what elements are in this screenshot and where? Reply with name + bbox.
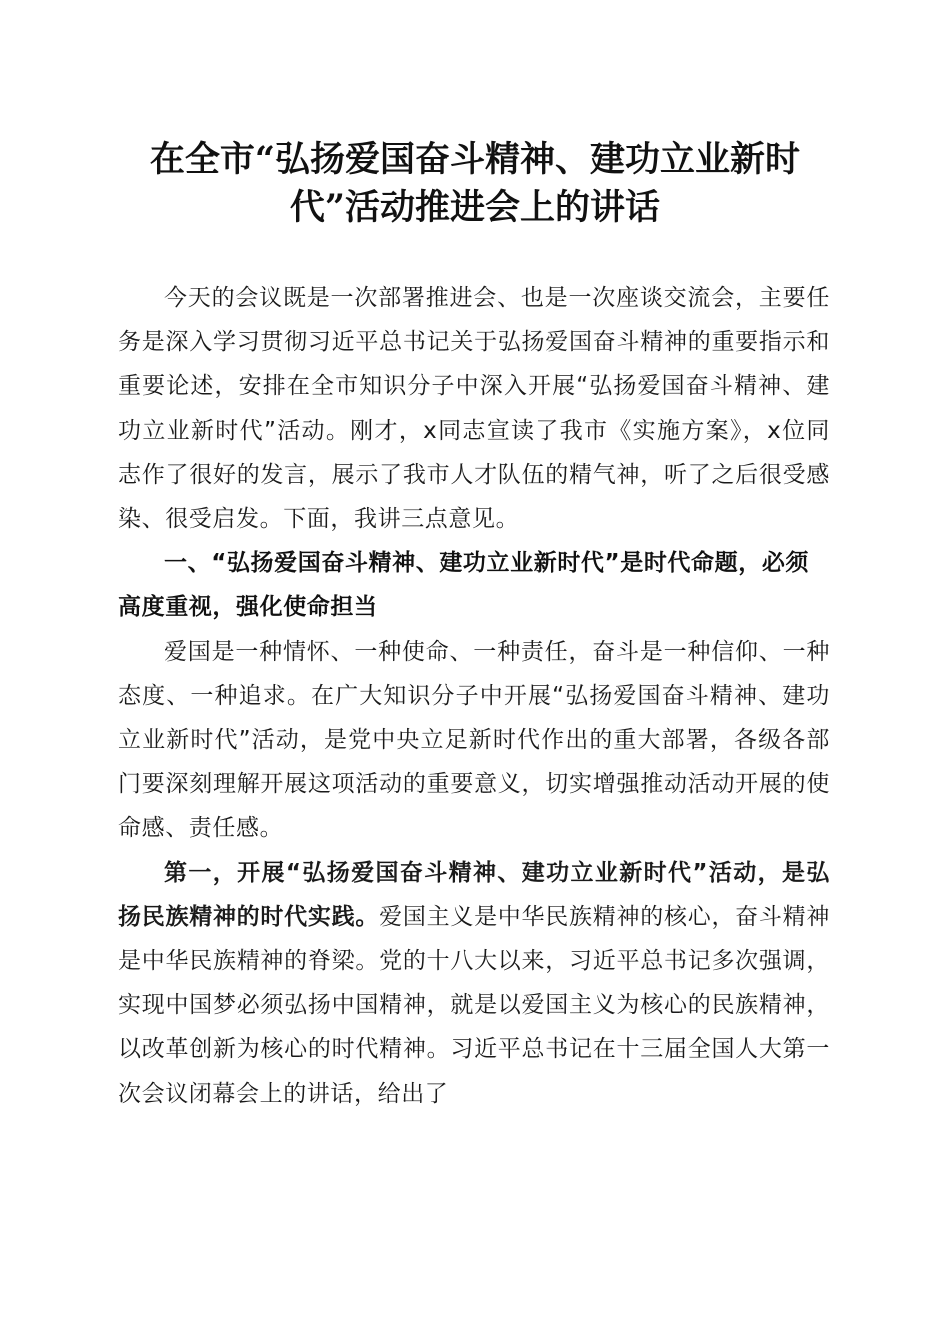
section-heading-1: 一、“弘扬爱国奋斗精神、建功立业新时代”是时代命题，必须高度重视，强化使命担当 bbox=[118, 550, 810, 621]
first-point-text: 爱国主义是中华民族精神的核心，奋斗精神是中华民族精神的脊梁。党的十八大以来，习近平总书记多次强调，实现中国梦必须弘扬中国精神，就是以爱国主义为核心的民族精神，以改革创新为核心的时代精神。习近平总书记在十三届全国人大第一次会议闭幕会上的讲话，给出了 bbox=[118, 903, 830, 1107]
document-body bbox=[118, 276, 830, 1116]
first-point-lead: 第一，开展“弘扬爱国奋斗精神、建功立业新时代”活动，是弘扬民族精神的时代实践。 bbox=[118, 859, 830, 930]
document-title: 在全市“弘扬爱国奋斗精神、建功立业新时代”活动推进会上的讲话 bbox=[149, 139, 801, 228]
paragraph-opening: 今天的会议既是一次部署推进会、也是一次座谈交流会，主要任务是深入学习贯彻习近平总书记关于弘扬爱国奋斗精神的重要指示和重要论述，安排在全市知识分子中深入开展“弘扬爱国奋斗精神、建功立业新时代”活动。刚才，x同志宣读了我市《实施方案》，x位同志作了很好的发言，展示了我市人才队伍的精气神，听了之后很受感染、很受启发。下面，我讲三点意见。 bbox=[118, 285, 830, 533]
paragraph-first-point bbox=[118, 851, 830, 1116]
paragraph-patriotism: 爱国是一种情怀、一种使命、一种责任，奋斗是一种信仰、一种态度、一种追求。在广大知识分子中开展“弘扬爱国奋斗精神、建功立业新时代”活动，是党中央立足新时代作出的重大部署，各级各部门要深刻理解开展这项活动的重要意义，切实增强推动活动开展的使命感、责任感。 bbox=[118, 638, 830, 842]
